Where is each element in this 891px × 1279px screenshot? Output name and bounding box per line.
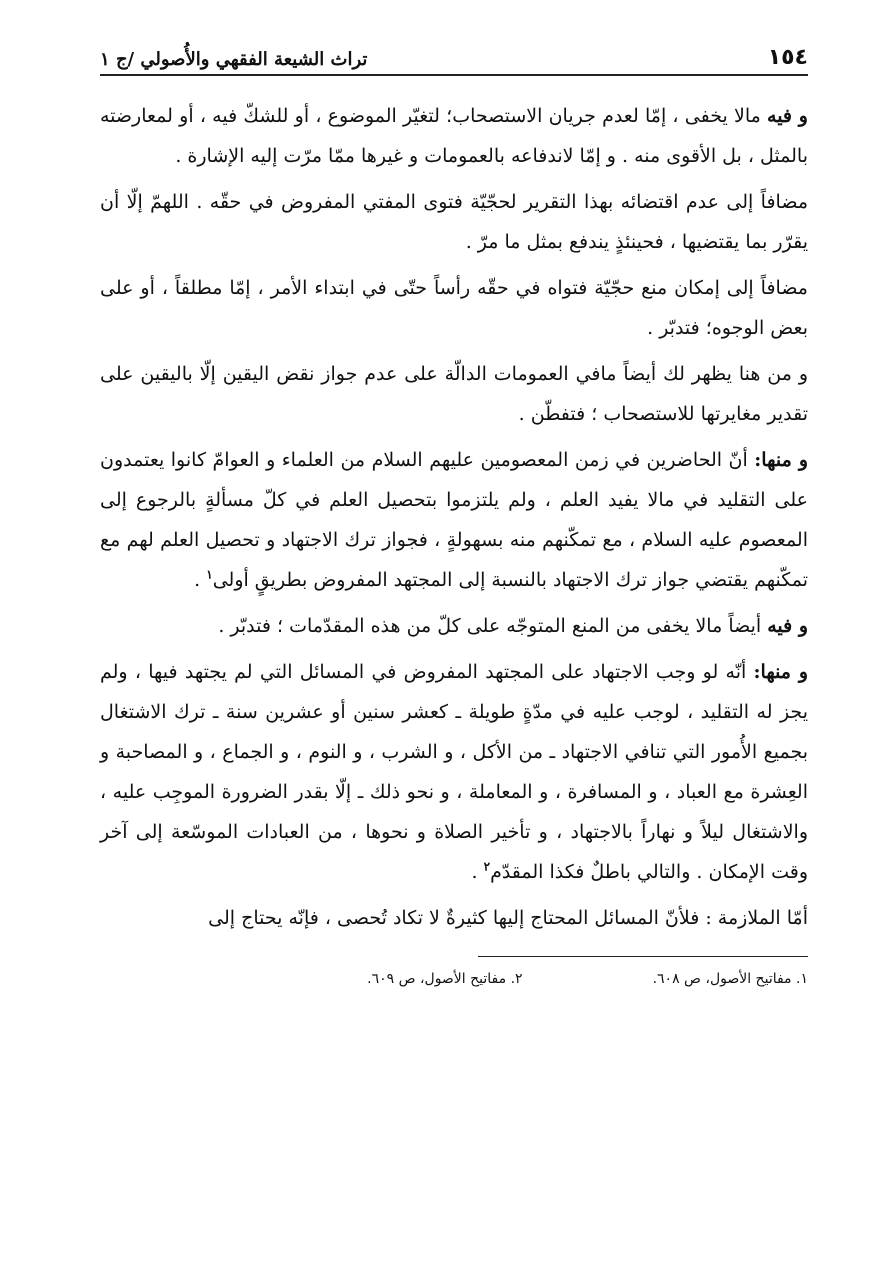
paragraph bbox=[100, 606, 808, 646]
paragraph bbox=[100, 652, 808, 892]
body-text bbox=[100, 96, 808, 938]
book-page bbox=[100, 28, 808, 987]
paragraph bbox=[100, 268, 808, 348]
paragraph-text: مضافاً إلى عدم اقتضائه بهذا التقرير لحجّيّة فتوى المفتي المفروض في حقّه . اللهمّ إلّا أن يقرّر بما يقتضيها ، فحينئذٍ يندفع بمثل ما مرّ . bbox=[100, 191, 808, 253]
paragraph-lead: و منها: bbox=[753, 661, 808, 683]
footnote-ref: ١ bbox=[206, 567, 213, 582]
page-number: ١٥٤ bbox=[767, 45, 808, 70]
paragraph-lead: و منها: bbox=[754, 449, 808, 471]
paragraph-tail: . bbox=[194, 569, 207, 591]
paragraph-text: أيضاً مالا يخفى من المنع المتوجّه على كلّ من هذه المقدّمات ؛ فتدبّر . bbox=[218, 615, 768, 637]
paragraph-text: أمّا الملازمة : فلأنّ المسائل المحتاج إليها كثيرةٌ لا تكاد تُحصى ، فإنّه يحتاج إلى bbox=[208, 907, 808, 929]
paragraph-text: مالا يخفى ، إمّا لعدم جريان الاستصحاب؛ لتغيّر الموضوع ، أو للشكّ فيه ، أو لمعارضته بالمثل ، بل الأقوى منه . و إمّا لاندفاعه بالعمومات و غيرها ممّا مرّت إليه الإشارة . bbox=[100, 105, 808, 167]
paragraph-text: مضافاً إلى إمكان منع حجّيّة فتواه في حقّه رأساً حتّى في ابتداء الأمر ، إمّا مطلقاً ، أو على بعض الوجوه؛ فتدبّر . bbox=[100, 277, 808, 339]
paragraph bbox=[100, 440, 808, 600]
paragraph-lead: و فيه bbox=[767, 105, 808, 127]
page-header bbox=[100, 28, 808, 76]
footnotes bbox=[100, 971, 808, 987]
paragraph bbox=[100, 354, 808, 434]
paragraph-lead: و فيه bbox=[767, 615, 808, 637]
footnote: ٢. مفاتيح الأصول، ص ٦٠٩. bbox=[367, 971, 523, 987]
running-title: تراث الشيعة الفقهي والأُصولي /ج ١ bbox=[100, 49, 368, 70]
paragraph-text: و من هنا يظهر لك أيضاً مافي العمومات الدالّة على عدم جواز نقض اليقين إلّا باليقين على تقدير مغايرتها للاستصحاب ؛ فتفطّن . bbox=[100, 363, 808, 425]
paragraph bbox=[100, 898, 808, 938]
paragraph bbox=[100, 96, 808, 176]
footnote-divider bbox=[478, 956, 808, 957]
footnote-ref: ٢ bbox=[483, 859, 491, 874]
paragraph-text: أنّ الحاضرين في زمن المعصومين عليهم السلام من العلماء و العوامّ كانوا يعتمدون على التقليد في مالا يفيد العلم ، ولم يلتزموا بتحصيل العلم في كلّ مسألةٍ بالرجوع إلى المعصوم عليه السلام ، مع تمكّنهم منه بسهولةٍ ، فجواز ترك الاجتهاد و تحصيل العلم لهم مع تمكّنهم يقتضي جواز ترك الاجتهاد بالنسبة إلى المجتهد المفروض بطريقٍ أولى bbox=[100, 449, 808, 591]
paragraph bbox=[100, 182, 808, 262]
footnote: ١. مفاتيح الأصول، ص ٦٠٨. bbox=[652, 971, 808, 987]
paragraph-tail: . bbox=[471, 861, 484, 883]
paragraph-text: أنّه لو وجب الاجتهاد على المجتهد المفروض في المسائل التي لم يجتهد فيها ، ولم يجز له التقليد ، لوجب عليه في مدّةٍ طويلة ـ كعشر سنين أو عشرين سنة ـ ترك الاشتغال بجميع الأُمور التي تنافي الاجتهاد ـ من الأكل ، و الشرب ، و النوم ، و الجماع ، و المصاحبة و العِشرة مع العباد ، و المسافرة ، و المعاملة ، و نحو ذلك ـ إلّا بقدر الضرورة الموجِب عليه ، والاشتغال ليلاً و نهاراً بالاجتهاد ، و تأخير الصلاة و نحوها ، من العبادات الموسّعة إلى آخر وقت الإمكان . والتالي باطلٌ فكذا المقدّم bbox=[100, 661, 808, 883]
